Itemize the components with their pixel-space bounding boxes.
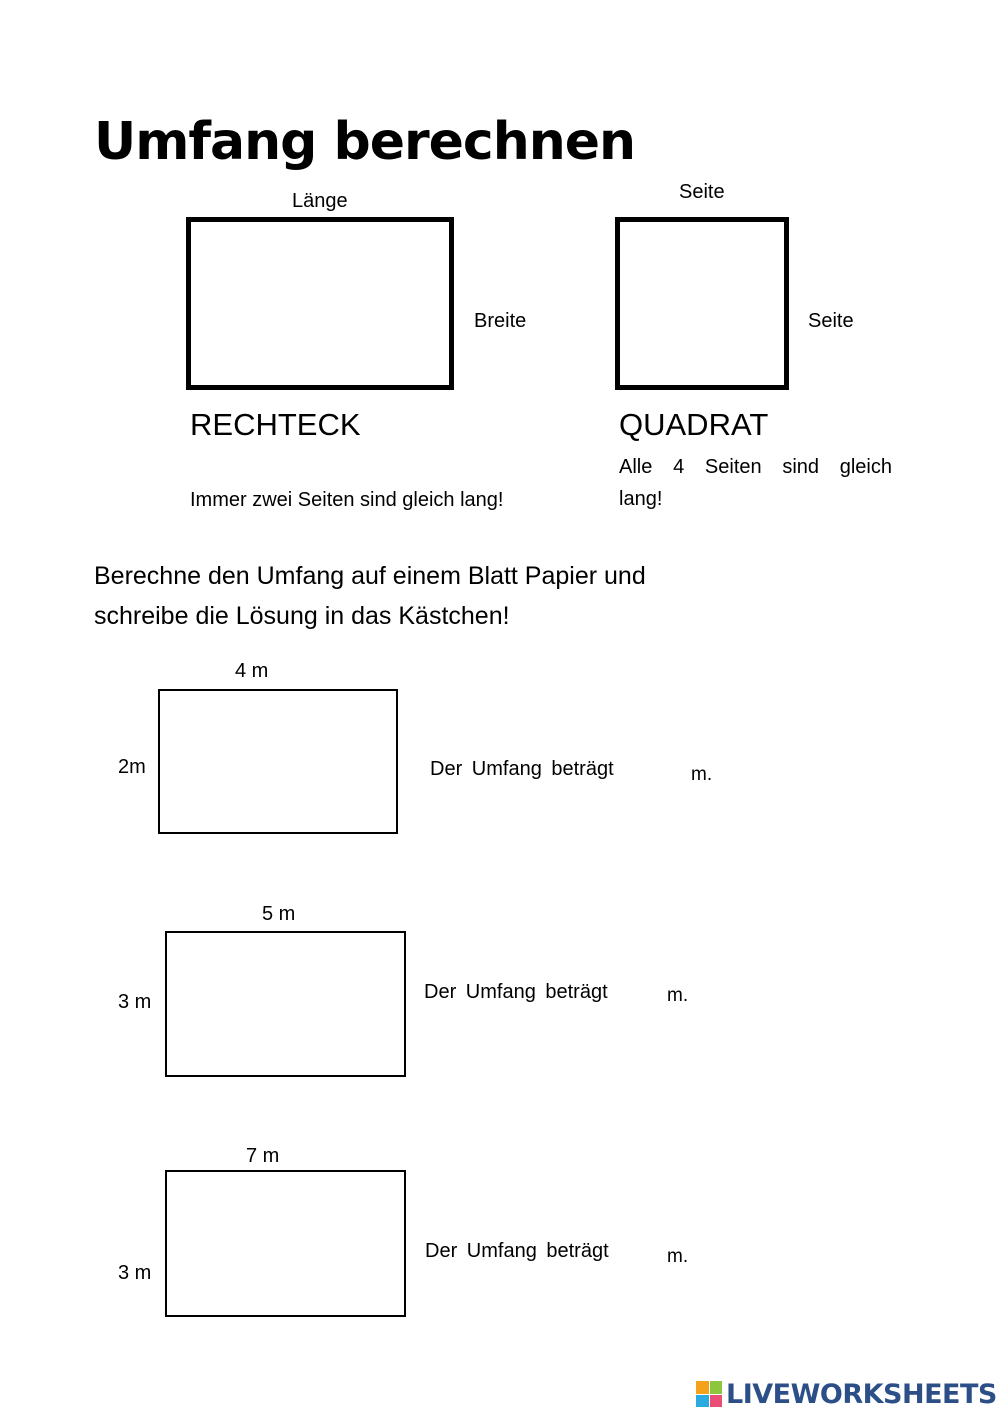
exercise-3-side-dimension: 3 m (118, 1262, 152, 1284)
logo-square-4 (710, 1395, 723, 1408)
logo-square-2 (710, 1381, 723, 1394)
rectangle-diagram (186, 217, 454, 390)
rectangle-name: RECHTECK (190, 407, 361, 442)
instruction (94, 556, 646, 636)
exercise-3-unit: m. (667, 1246, 689, 1267)
exercise-1-side-dimension: 2m (118, 756, 146, 778)
square-top-label: Seite (679, 181, 725, 203)
exercise-2-side-dimension: 3 m (118, 991, 152, 1013)
liveworksheets-brand (696, 1378, 997, 1410)
square-side-label: Seite (808, 310, 854, 332)
logo-square-1 (696, 1381, 709, 1394)
rectangle-width-label: Breite (474, 310, 527, 332)
exercise-1-top-dimension: 4 m (235, 660, 269, 682)
square-description: Alle 4 Seiten sind gleich lang! (619, 456, 892, 510)
exercise-2-result-text: Der Umfang beträgt (424, 981, 608, 1003)
rectangle-length-label: Länge (292, 190, 348, 212)
exercise-2-rectangle (165, 931, 406, 1077)
exercise-1-unit: m. (691, 764, 713, 785)
exercise-2-unit: m. (667, 985, 689, 1006)
exercise-3-top-dimension: 7 m (246, 1145, 280, 1167)
liveworksheets-wordmark: LIVEWORKSHEETS (726, 1378, 997, 1410)
square-name: QUADRAT (619, 407, 769, 442)
logo-square-3 (696, 1395, 709, 1408)
exercise-1-result-text: Der Umfang beträgt (430, 758, 614, 780)
exercise-1-rectangle (158, 689, 398, 834)
square-diagram (615, 217, 789, 390)
exercise-2-top-dimension: 5 m (262, 903, 296, 925)
rectangle-description: Immer zwei Seiten sind gleich lang! (190, 489, 504, 511)
page-title: Umfang berechnen (94, 112, 636, 172)
liveworksheets-logo-icon (696, 1381, 722, 1407)
instruction-line-2: schreibe die Lösung in das Kästchen! (94, 602, 510, 630)
exercise-3-rectangle (165, 1170, 406, 1317)
instruction-line-1: Berechne den Umfang auf einem Blatt Papier und (94, 562, 646, 590)
exercise-3-result-text: Der Umfang beträgt (425, 1240, 609, 1262)
